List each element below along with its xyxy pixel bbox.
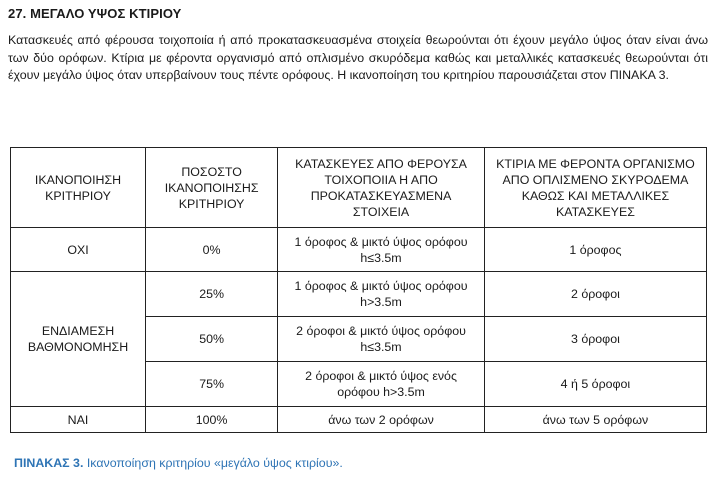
cell-intermediate-label: ΕΝΔΙΑΜΕΣΗ ΒΑΘΜΟΝΟΜΗΣΗ	[11, 272, 146, 407]
section-paragraph: Κατασκευές από φέρουσα τοιχοποιία ή από προκατασκευασμένα στοιχεία θεωρούνται ότι έχουν μεγάλο ύψος όταν είναι άνω των δύο ορόφων. Κτίρια με φέροντα οργανισμό από οπλισμένο σκυρόδεμα καθώς και μεταλλικές κατασκευές θεωρούνται ότι έχουν μεγάλο ύψος όταν υπερβαίνουν τους πέντε ορόφους. Η ικανοποίηση του κριτηρίου παρουσιάζεται στον ΠΙΝΑΚΑ 3.	[8, 33, 708, 82]
cell-masonry: 1 όροφος & μικτό ύψος ορόφου h>3.5m	[278, 272, 485, 317]
cell-concrete: 2 όροφοι	[484, 272, 706, 317]
cell-masonry: άνω των 2 ορόφων	[278, 407, 485, 433]
header-percent: ΠΟΣΟΣΤΟ ΙΚΑΝΟΠΟΙΗΣΗΣ ΚΡΙΤΗΡΙΟΥ	[146, 148, 278, 228]
cell-masonry: 2 όροφοι & μικτό ύψος ορόφου h≤3.5m	[278, 317, 485, 362]
caption-label: ΠΙΝΑΚΑΣ 3.	[14, 456, 84, 470]
section-heading: 27. ΜΕΓΑΛΟ ΥΨΟΣ ΚΤΙΡΙΟΥ	[8, 6, 182, 21]
cell-concrete: 3 όροφοι	[484, 317, 706, 362]
header-masonry: ΚΑΤΑΣΚΕΥΕΣ ΑΠΟ ΦΕΡΟΥΣΑ ΤΟΙΧΟΠΟΙΙΑ Η ΑΠΟ ΠΡΟΚΑΤΑΣΚΕΥΑΣΜΕΝΑ ΣΤΟΙΧΕΙΑ	[278, 148, 485, 228]
cell-masonry: 1 όροφος & μικτό ύψος ορόφου h≤3.5m	[278, 228, 485, 272]
table-caption	[14, 456, 343, 470]
table-header-row	[11, 148, 707, 228]
cell-percent: 0%	[146, 228, 278, 272]
table-row-oxi	[11, 228, 707, 272]
cell-masonry: 2 όροφοι & μικτό ύψος ενός ορόφου h>3.5m	[278, 362, 485, 407]
table-row-25	[11, 272, 707, 317]
table-row-nai	[11, 407, 707, 433]
cell-criterion: ΟΧΙ	[11, 228, 146, 272]
cell-percent: 50%	[146, 317, 278, 362]
cell-percent: 75%	[146, 362, 278, 407]
header-criterion: ΙΚΑΝΟΠΟΙΗΣΗ ΚΡΙΤΗΡΙΟΥ	[11, 148, 146, 228]
caption-text: Ικανοποίηση κριτηρίου «μεγάλο ύψος κτιρίου».	[83, 456, 343, 470]
criteria-table	[10, 147, 707, 433]
cell-concrete: 4 ή 5 όροφοι	[484, 362, 706, 407]
cell-criterion: ΝΑΙ	[11, 407, 146, 433]
cell-percent: 25%	[146, 272, 278, 317]
cell-concrete: άνω των 5 ορόφων	[484, 407, 706, 433]
cell-concrete: 1 όροφος	[484, 228, 706, 272]
cell-percent: 100%	[146, 407, 278, 433]
header-concrete: ΚΤΙΡΙΑ ΜΕ ΦΕΡΟΝΤΑ ΟΡΓΑΝΙΣΜΟ ΑΠΟ ΟΠΛΙΣΜΕΝΟ ΣΚΥΡΟΔΕΜΑ ΚΑΘΩΣ ΚΑΙ ΜΕΤΑΛΛΙΚΕΣ ΚΑΤΑΣΚΕΥΕΣ	[484, 148, 706, 228]
